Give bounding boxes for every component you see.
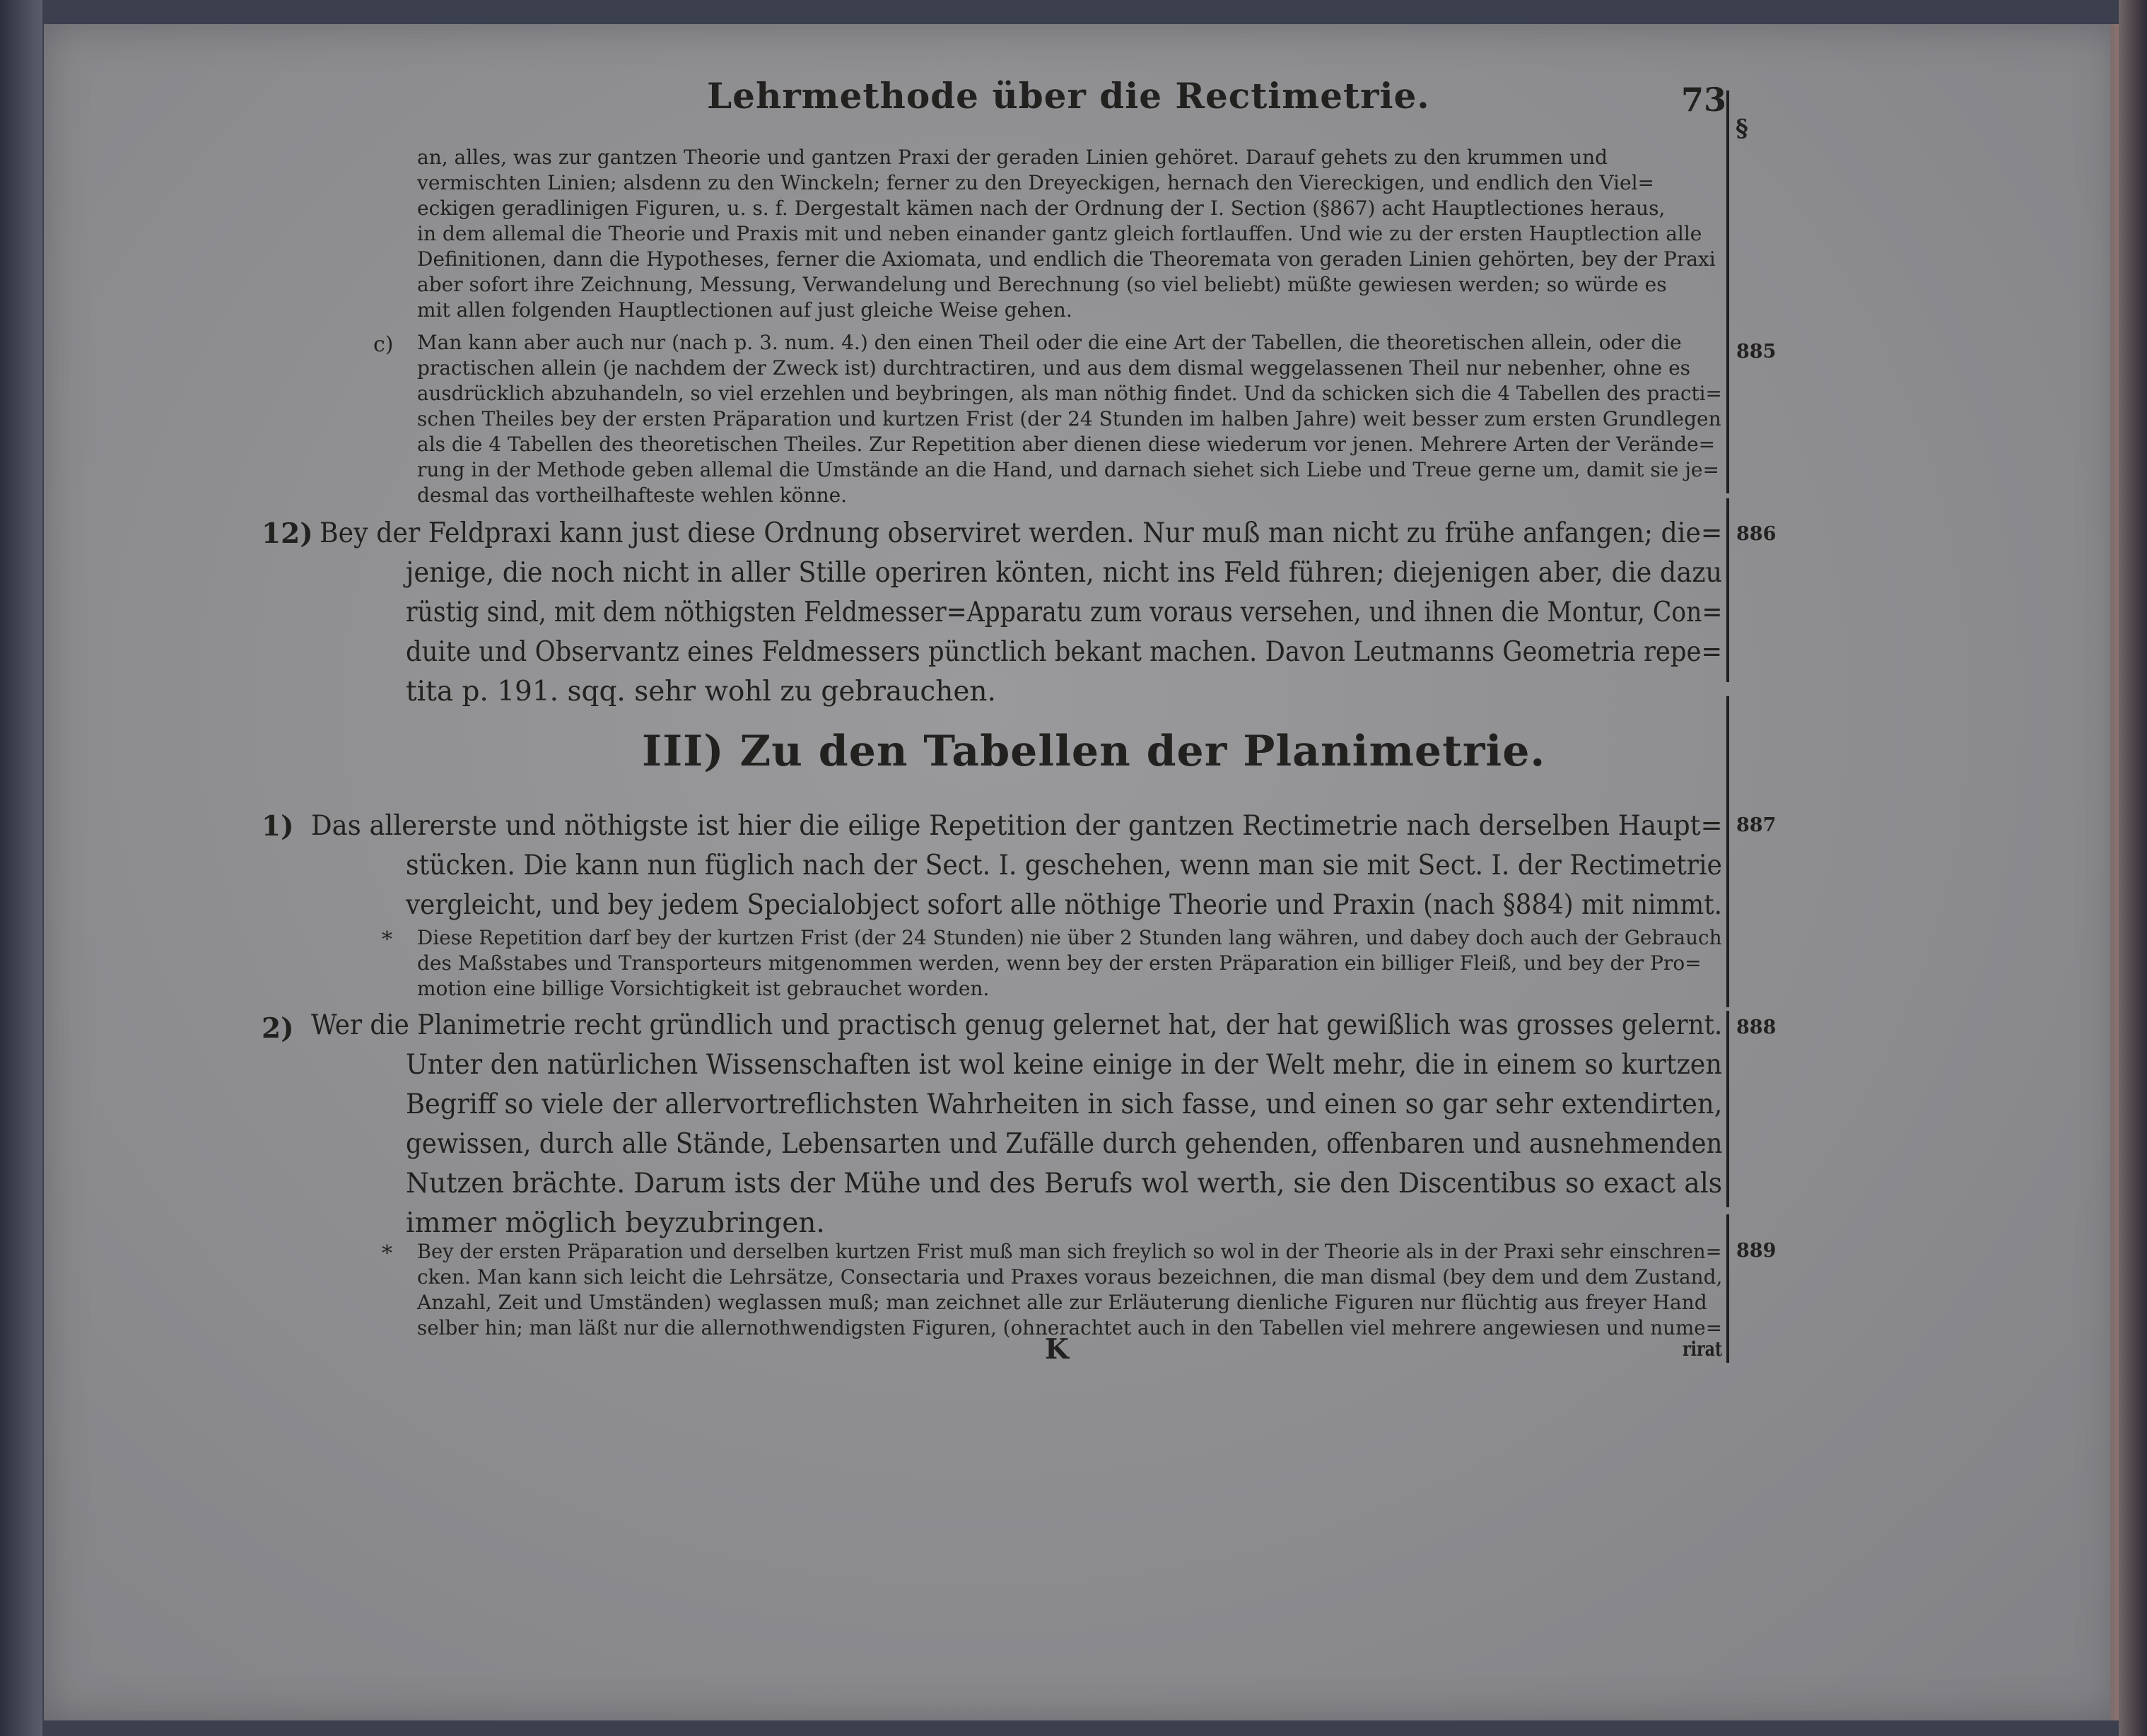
catchword: rirat: [1683, 1337, 1723, 1361]
margin-number: 885: [1736, 341, 1777, 363]
footnote-marker: *: [382, 1241, 392, 1266]
text-line: vergleicht, und bey jedem Specialobject sofort alle nöthige Theorie und Praxin (nach §884) mit nimmt.: [406, 889, 1722, 921]
text-line: jenige, die noch nicht in aller Stille operiren könten, nicht ins Feld führen; diejenigen aber, die dazu: [406, 557, 1723, 589]
text-line: Diese Repetition darf bey der kurtzen Frist (der 24 Stunden) nie über 2 Stunden lang währen, und dabey doch auch der Gebrauch: [417, 926, 1722, 949]
margin-number: 888: [1736, 1016, 1777, 1038]
signature-mark: K: [1045, 1333, 1069, 1366]
text-line: Begriff so viele der allervortreflichsten Wahrheiten in sich fasse, und einen so gar sehr extendirten,: [406, 1089, 1723, 1120]
paragraph-label: 2): [262, 1012, 294, 1045]
book-cover-edge: [2119, 0, 2147, 1736]
text-line: Bey der Feldpraxi kann just diese Ordnung observiret werden. Nur muß man nicht zu frühe anfangen; die=: [320, 517, 1723, 549]
text-line: cken. Man kann sich leicht die Lehrsätze, Consectaria und Praxes voraus bezeichnen, die man dismal (bey dem und dem Zustand,: [417, 1265, 1723, 1289]
text-line: practischen allein (je nachdem der Zweck ist) durchtractiren, und aus dem dismal weggelassenen Theil nur nebenher, ohne es: [417, 356, 1691, 380]
paragraph-label: 12): [262, 517, 313, 550]
text-line: Unter den natürlichen Wissenschaften ist wol keine einige in der Welt mehr, die in einem so kurtzen: [406, 1049, 1722, 1081]
text-line: als die 4 Tabellen des theoretischen Theiles. Zur Repetition aber dienen diese wiederum vor jenen. Mehrere Arten der Verände=: [417, 433, 1716, 456]
text-line: Nutzen brächte. Darum ists der Mühe und des Berufs wol werth, sie den Discentibus so exact als: [406, 1168, 1723, 1200]
section-heading: III) Zu den Tabellen der Planimetrie.: [642, 727, 1546, 776]
text-line: des Maßstabes und Transporteurs mitgenommen werden, wenn bey der ersten Präparation ein billiger Fleiß, und bey der Pro=: [417, 951, 1702, 975]
text-line: stücken. Die kann nun füglich nach der Sect. I. geschehen, wenn man sie mit Sect. I. der Rectimetrie: [406, 850, 1722, 881]
text-line: eckigen geradlinigen Figuren, u. s. f. Dergestalt kämen nach der Ordnung der I. Section (§867) acht Hauptlectiones heraus,: [417, 197, 1666, 220]
margin-rule-para2: [1726, 1011, 1729, 1207]
text-line: Man kann aber auch nur (nach p. 3. num. 4.) den einen Theil oder die eine Art der Tabellen, die theoretischen allein, oder die: [417, 331, 1682, 354]
margin-number: 889: [1736, 1240, 1777, 1262]
text-line: Definitionen, dann die Hypotheses, ferner die Axiomata, und endlich die Theoremata von geraden Linien gehörten, bey der Praxi: [417, 247, 1716, 271]
text-line: tita p. 191. sqq. sehr wohl zu gebrauchen.: [406, 676, 996, 708]
footnote-marker: *: [382, 927, 392, 952]
text-line: selber hin; man läßt nur die allernothwendigsten Figuren, (ohnerachtet auch in den Tabellen viel mehrere angewiesen und nume=: [417, 1316, 1722, 1339]
text-line: aber sofort ihre Zeichnung, Messung, Verwandelung und Berechnung (so viel beliebt) müßte gewiesen werden; so würde es: [417, 273, 1667, 296]
page-number: 73: [1681, 81, 1727, 119]
text-line: schen Theiles bey der ersten Präparation und kurtzen Frist (der 24 Stunden im halben Jahre) weit besser zum ersten Grundlegen: [417, 407, 1721, 430]
text-line: immer möglich beyzubringen.: [406, 1207, 825, 1239]
margin-number: 887: [1736, 814, 1777, 836]
paragraph-label: 1): [262, 810, 294, 843]
text-line: an, alles, was zur gantzen Theorie und gantzen Praxi der geraden Linien gehöret. Darauf gehets zu den krummen und: [417, 146, 1608, 169]
margin-rule-top: [1726, 90, 1729, 493]
note-label: c): [373, 332, 394, 357]
text-line: Das allererste und nöthigste ist hier die eilige Repetition der gantzen Rectimetrie nach derselben Haupt=: [311, 810, 1723, 842]
text-line: desmal das vortheilhafteste wehlen könne.: [417, 483, 848, 507]
text-line: duite und Observantz eines Feldmessers pünctlich bekant machen. Davon Leutmanns Geometria repe=: [406, 636, 1723, 668]
margin-rule-para12: [1726, 498, 1729, 682]
text-line: Wer die Planimetrie recht gründlich und practisch genug gelernet hat, der hat gewißlich was grosses gelernt.: [311, 1009, 1723, 1041]
text-line: ausdrücklich abzuhandeln, so viel erzehlen und beybringen, als man nöthig findet. Und da schicken sich die 4 Tabellen des practi=: [417, 382, 1722, 405]
text-line: rung in der Methode geben allemal die Umstände an die Hand, und darnach siehet sich Liebe und Treue gerne um, damit sie je=: [417, 458, 1719, 481]
text-line: gewissen, durch alle Stände, Lebensarten und Zufälle durch gehenden, offenbaren und ausnehmenden: [406, 1128, 1723, 1160]
margin-rule-para1: [1726, 696, 1729, 1007]
running-title: Lehrmethode über die Rectimetrie.: [707, 75, 1430, 117]
text-line: vermischten Linien; alsdenn zu den Winckeln; ferner zu den Dreyeckigen, hernach den Viereckigen, und endlich den Viel=: [417, 171, 1654, 194]
text-line: in dem allemal die Theorie und Praxis mit und neben einander gantz gleich fortlauffen. Und wie zu der ersten Hauptlection alle: [417, 222, 1702, 245]
text-line: Anzahl, Zeit und Umständen) weglassen muß; man zeichnet alle zur Erläuterung dienliche Figuren nur flüchtig aus freyer Hand: [417, 1291, 1707, 1314]
text-line: rüstig sind, mit dem nöthigsten Feldmesser=Apparatu zum voraus versehen, und ihnen die Montur, Con=: [406, 597, 1723, 628]
margin-number: 886: [1736, 523, 1777, 545]
book-spine: [0, 0, 42, 1736]
section-sign: §: [1736, 115, 1748, 143]
text-line: motion eine billige Vorsichtigkeit ist gebrauchet worden.: [417, 977, 990, 1000]
text-line: Bey der ersten Präparation und derselben kurtzen Frist muß man sich freylich so wol in der Theorie als in der Praxi sehr einschren=: [417, 1240, 1722, 1263]
text-line: mit allen folgenden Hauptlectionen auf just gleiche Weise gehen.: [417, 298, 1072, 322]
margin-rule-note2: [1726, 1214, 1729, 1363]
